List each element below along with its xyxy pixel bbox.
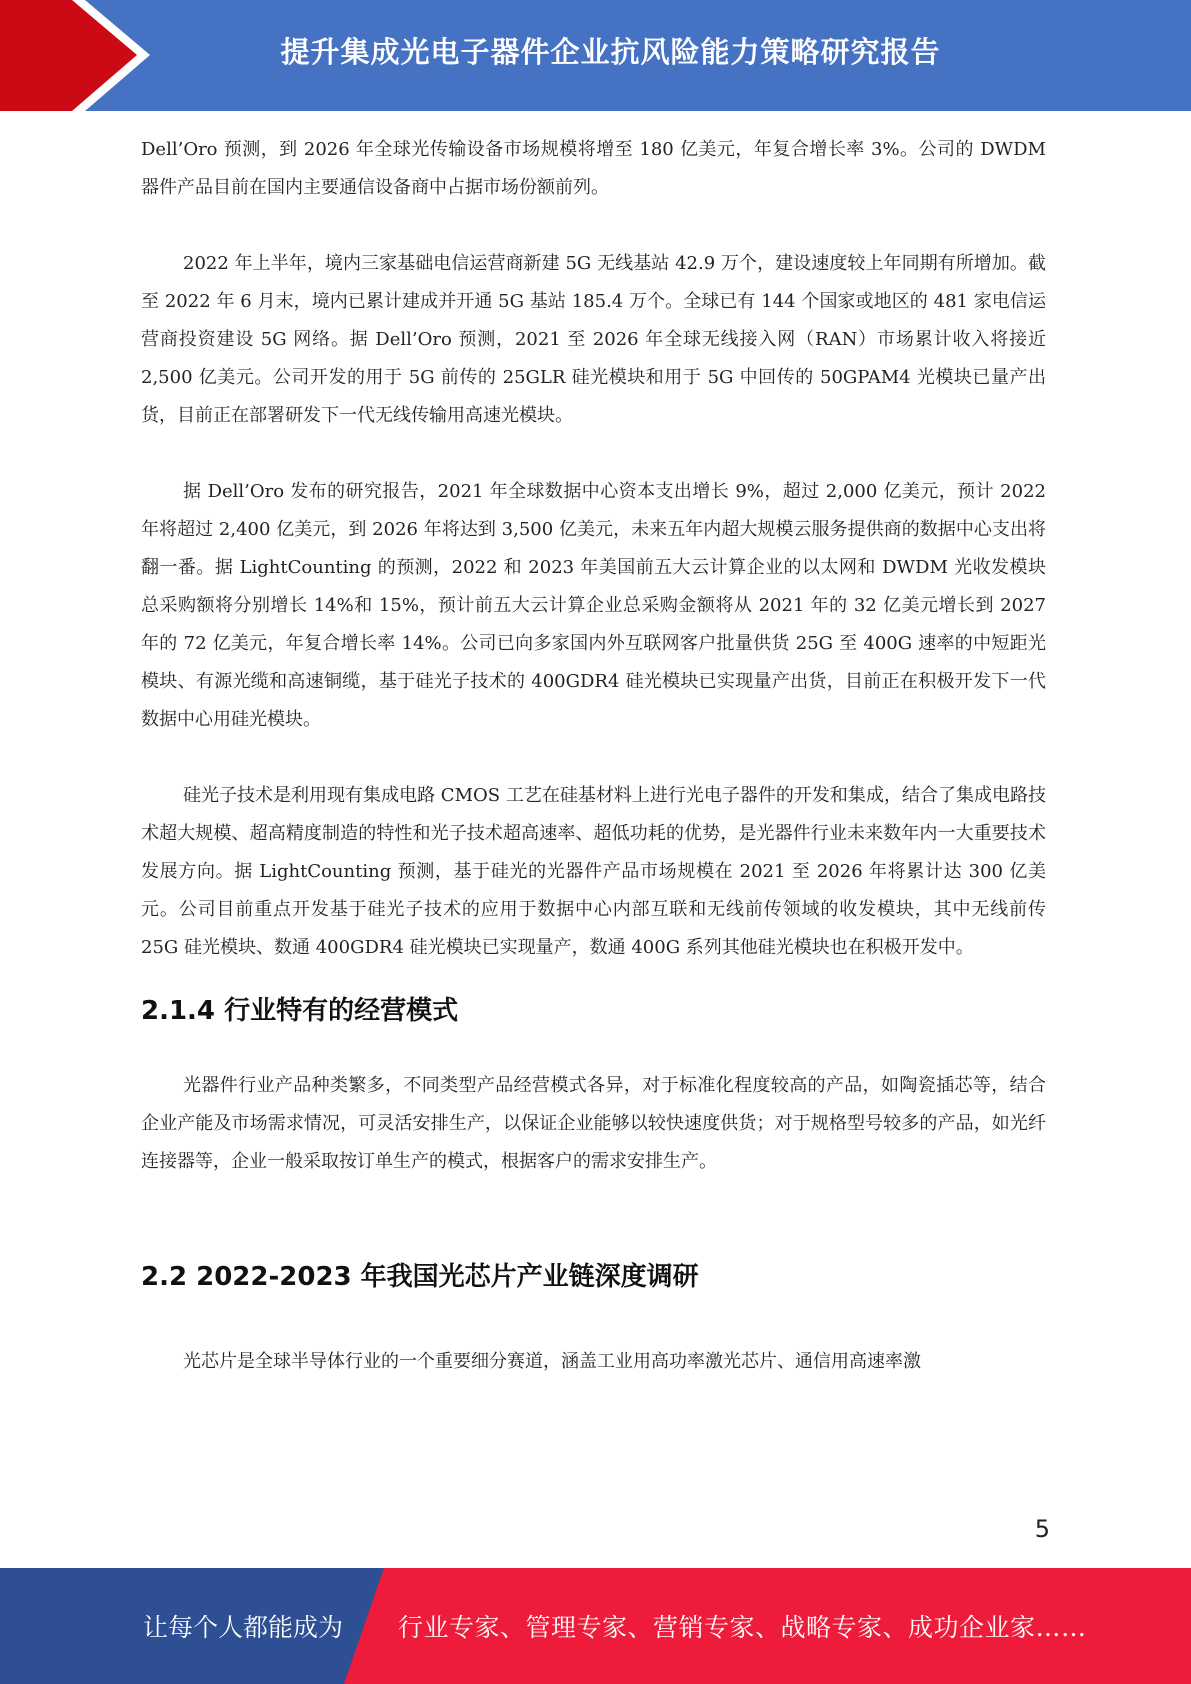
paragraph-spacer [141,207,1046,245]
section-spacer [141,1299,1046,1343]
section-heading: 2.2 2022-2023 年我国光芯片产业链深度调研 [141,1262,699,1292]
paragraph: 光器件行业产品种类繁多，不同类型产品经营模式各异，对于标准化程度较高的产品，如陶瓷插芯等，结合企业产能及市场需求情况，可灵活安排生产，以保证企业能够以较快速度供货；对于规格型号较多的产品，如光纤连接器等，企业一般采取按订单生产的模式，根据客户的需求安排生产。 [141,1075,1046,1172]
document-body [141,131,1046,1381]
page-number: 5 [1034,1515,1050,1543]
section-spacer [141,1181,1046,1255]
page-header [0,0,1191,111]
paragraph: Dell’Oro 预测，到 2026 年全球光传输设备市场规模将增至 180 亿美元，年复合增长率 3%。公司的 DWDM 器件产品目前在国内主要通信设备商中占据市场份额前列。 [141,139,1046,198]
paragraph: 据 Dell’Oro 发布的研究报告，2021 年全球数据中心资本支出增长 9%，超过 2,000 亿美元，预计 2022 年将超过 2,400 亿美元，到 2026 年将达到 3,500 亿美元，未来五年内超大规模云服务提供商的数据中心支出将翻一番。据 LightCounting 的预测，2022 和 2023 年美国前五大云计算企业的以太网和 DWDM 光收发模块总采购额将分别增长 14%和 15%，预计前五大云计算企业总采购金额将从 2021 年的 32 亿美元增长到 2027 年的 72 亿美元，年复合增长率 14%。公司已向多家国内外互联网客户批量供货 25G 至 400G 速率的中短距光模块、有源光缆和高速铜缆，基于硅光子技术的 400GDR4 硅光模块已实现量产出货，目前正在积极开发下一代数据中心用硅光模块。 [141,481,1046,730]
paragraph: 光芯片是全球半导体行业的一个重要细分赛道，涵盖工业用高功率激光芯片、通信用高速率激 [183,1351,921,1372]
section-heading: 2.1.4 行业特有的经营模式 [141,996,459,1026]
section-spacer [141,967,1046,989]
paragraph-spacer [141,435,1046,473]
paragraph-spacer [141,739,1046,777]
footer-slogan-right: 行业专家、管理专家、营销专家、战略专家、成功企业家…… [398,1613,1087,1642]
page-footer [0,1568,1191,1684]
report-title: 提升集成光电子器件企业抗风险能力策略研究报告 [280,34,941,69]
paragraph: 2022 年上半年，境内三家基础电信运营商新建 5G 无线基站 42.9 万个，建设速度较上年同期有所增加。截至 2022 年 6 月末，境内已累计建成并开通 5G 基站 185.4 万个。全球已有 144 个国家或地区的 481 家电信运营商投资建设 5G 网络。据 Dell’Oro 预测，2021 至 2026 年全球无线接入网（RAN）市场累计收入将接近 2,500 亿美元。公司开发的用于 5G 前传的 25GLR 硅光模块和用于 5G 中回传的 50GPAM4 光模块已量产出货，目前正在部署研发下一代无线传输用高速光模块。 [141,253,1046,426]
footer-slogan-left: 让每个人都能成为 [143,1613,344,1642]
section-spacer [141,1033,1046,1067]
paragraph: 硅光子技术是利用现有集成电路 CMOS 工艺在硅基材料上进行光电子器件的开发和集成，结合了集成电路技术超大规模、超高精度制造的特性和光子技术超高速率、超低功耗的优势，是光器件行业未来数年内一大重要技术发展方向。据 LightCounting 预测，基于硅光的光器件产品市场规模在 2021 至 2026 年将累计达 300 亿美元。公司目前重点开发基于硅光子技术的应用于数据中心内部互联和无线前传领域的收发模块，其中无线前传 25G 硅光模块、数通 400GDR4 硅光模块已实现量产，数通 400G 系列其他硅光模块也在积极开发中。 [141,785,1046,958]
